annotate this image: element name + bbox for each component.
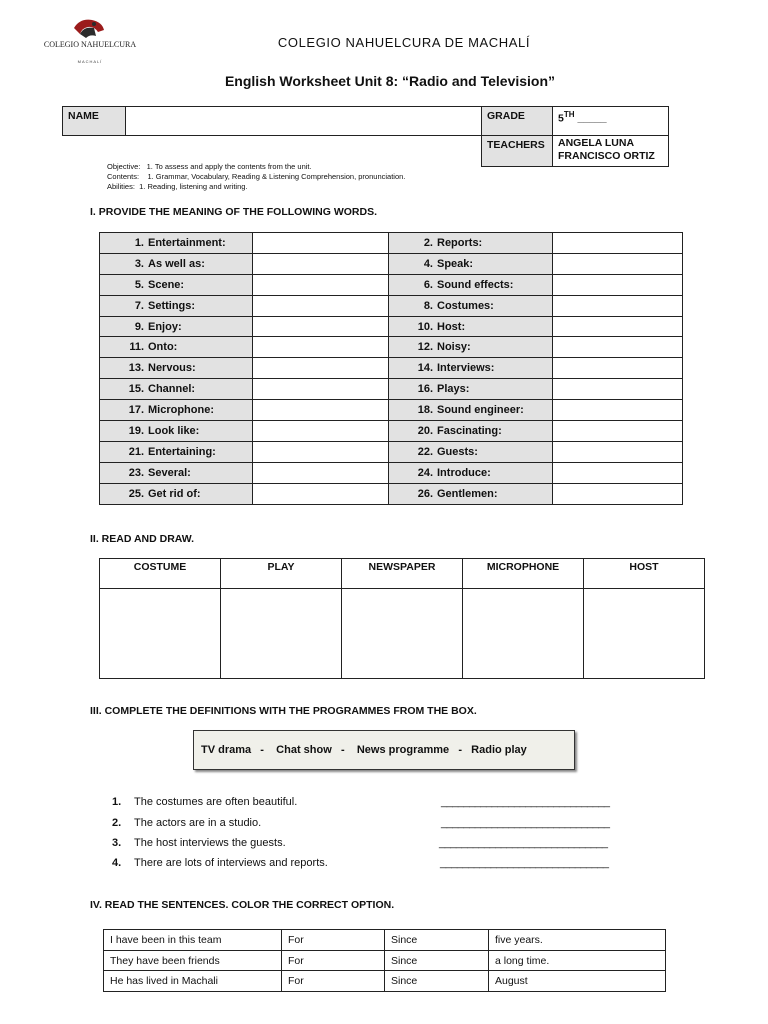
vocab-answer-left[interactable] bbox=[253, 400, 389, 421]
vocab-answer-right[interactable] bbox=[553, 274, 683, 295]
vocab-answer-right[interactable] bbox=[553, 295, 683, 316]
option-for[interactable]: For bbox=[282, 950, 385, 971]
definition-1: 1. The costumes are often beautiful. bbox=[112, 796, 298, 808]
answer-blank-1[interactable]: ______________________________ bbox=[441, 796, 610, 808]
vocab-answer-right[interactable] bbox=[553, 233, 683, 254]
color-sentence: He has lived in Machali bbox=[104, 971, 282, 992]
worksheet-title: English Worksheet Unit 8: “Radio and Television” bbox=[224, 73, 556, 89]
vocab-answer-left[interactable] bbox=[253, 253, 389, 274]
vocab-answer-right[interactable] bbox=[553, 462, 683, 483]
option-since[interactable]: Since bbox=[385, 930, 489, 951]
color-sentence-end: August bbox=[489, 971, 666, 992]
vocab-word-right: 26. Gentlemen: bbox=[389, 483, 553, 504]
vocab-word-left: 5. Scene: bbox=[100, 274, 253, 295]
teachers-value bbox=[553, 136, 669, 167]
school-name: COLEGIO NAHUELCURA DE MACHALÍ bbox=[277, 35, 531, 50]
color-row bbox=[104, 971, 666, 992]
vocab-row bbox=[100, 379, 683, 400]
student-info-table bbox=[62, 106, 669, 167]
vocab-answer-left[interactable] bbox=[253, 358, 389, 379]
vocab-answer-left[interactable] bbox=[253, 233, 389, 254]
draw-header-costume: COSTUME bbox=[100, 559, 221, 589]
vocab-answer-left[interactable] bbox=[253, 295, 389, 316]
programmes-box bbox=[193, 730, 575, 770]
vocab-row bbox=[100, 441, 683, 462]
vocab-word-right: 18. Sound engineer: bbox=[389, 400, 553, 421]
draw-cell-newspaper[interactable] bbox=[342, 589, 463, 679]
vocab-answer-right[interactable] bbox=[553, 400, 683, 421]
draw-header-microphone: MICROPHONE bbox=[463, 559, 584, 589]
vocab-word-right: 20. Fascinating: bbox=[389, 421, 553, 442]
vocab-row bbox=[100, 400, 683, 421]
color-sentence-end: five years. bbox=[489, 930, 666, 951]
vocab-answer-right[interactable] bbox=[553, 253, 683, 274]
vocab-word-left: 23. Several: bbox=[100, 462, 253, 483]
objective-label: Objective: bbox=[107, 162, 141, 171]
vocab-answer-right[interactable] bbox=[553, 316, 683, 337]
vocab-answer-left[interactable] bbox=[253, 337, 389, 358]
vocab-word-left: 17. Microphone: bbox=[100, 400, 253, 421]
color-row bbox=[104, 930, 666, 951]
vocab-word-right: 12. Noisy: bbox=[389, 337, 553, 358]
color-sentence: They have been friends bbox=[104, 950, 282, 971]
logo-text-1: COLEGIO NAHUELCURA bbox=[43, 40, 137, 49]
answer-blank-2[interactable]: ______________________________ bbox=[441, 817, 610, 829]
color-sentence-end: a long time. bbox=[489, 950, 666, 971]
vocab-answer-right[interactable] bbox=[553, 483, 683, 504]
vocab-answer-right[interactable] bbox=[553, 421, 683, 442]
draw-header-newspaper: NEWSPAPER bbox=[342, 559, 463, 589]
objective-text: 1. To assess and apply the contents from the unit. bbox=[146, 162, 312, 171]
vocab-word-left: 25. Get rid of: bbox=[100, 483, 253, 504]
vocab-answer-right[interactable] bbox=[553, 337, 683, 358]
vocab-row bbox=[100, 274, 683, 295]
vocab-word-right: 14. Interviews: bbox=[389, 358, 553, 379]
grade-value: 5TH _____ bbox=[553, 107, 669, 136]
vocab-answer-left[interactable] bbox=[253, 316, 389, 337]
draw-cell-microphone[interactable] bbox=[463, 589, 584, 679]
vocab-word-right: 22. Guests: bbox=[389, 441, 553, 462]
vocab-answer-left[interactable] bbox=[253, 379, 389, 400]
vocab-word-right: 24. Introduce: bbox=[389, 462, 553, 483]
option-for[interactable]: For bbox=[282, 930, 385, 951]
teachers-label: TEACHERS bbox=[482, 136, 553, 167]
vocab-word-left: 11. Onto: bbox=[100, 337, 253, 358]
option-for[interactable]: For bbox=[282, 971, 385, 992]
name-label: NAME bbox=[63, 107, 126, 136]
vocab-word-right: 8. Costumes: bbox=[389, 295, 553, 316]
contents-text: 1. Grammar, Vocabulary, Reading & Listening Comprehension, pronunciation. bbox=[147, 172, 406, 181]
worksheet-meta bbox=[107, 162, 405, 192]
vocab-word-left: 1. Entertainment: bbox=[100, 233, 253, 254]
programmes-list: TV drama - Chat show - News programme - Radio play bbox=[201, 744, 527, 756]
vocab-word-right: 2. Reports: bbox=[389, 233, 553, 254]
draw-table bbox=[99, 558, 705, 679]
color-option-table bbox=[103, 929, 666, 992]
vocab-row bbox=[100, 233, 683, 254]
vocab-row bbox=[100, 462, 683, 483]
option-since[interactable]: Since bbox=[385, 950, 489, 971]
section-3-heading: III. COMPLETE THE DEFINITIONS WITH THE PROGRAMMES FROM THE BOX. bbox=[90, 705, 477, 717]
vocab-row bbox=[100, 316, 683, 337]
vocab-answer-left[interactable] bbox=[253, 274, 389, 295]
vocab-word-right: 10. Host: bbox=[389, 316, 553, 337]
vocab-row bbox=[100, 358, 683, 379]
vocab-answer-right[interactable] bbox=[553, 379, 683, 400]
vocab-word-right: 4. Speak: bbox=[389, 253, 553, 274]
draw-cell-host[interactable] bbox=[584, 589, 705, 679]
draw-cell-costume[interactable] bbox=[100, 589, 221, 679]
vocab-answer-right[interactable] bbox=[553, 358, 683, 379]
vocab-word-right: 16. Plays: bbox=[389, 379, 553, 400]
name-field[interactable] bbox=[126, 107, 482, 136]
vocab-answer-left[interactable] bbox=[253, 462, 389, 483]
abilities-label: Abilities: bbox=[107, 182, 135, 191]
vocab-answer-right[interactable] bbox=[553, 441, 683, 462]
color-row bbox=[104, 950, 666, 971]
vocab-word-left: 21. Entertaining: bbox=[100, 441, 253, 462]
vocab-word-left: 15. Channel: bbox=[100, 379, 253, 400]
draw-header-host: HOST bbox=[584, 559, 705, 589]
vocab-answer-left[interactable] bbox=[253, 421, 389, 442]
vocab-row bbox=[100, 421, 683, 442]
section-2-heading: II. READ AND DRAW. bbox=[90, 533, 195, 545]
section-1-heading: I. PROVIDE THE MEANING OF THE FOLLOWING WORDS. bbox=[90, 206, 377, 218]
contents-label: Contents: bbox=[107, 172, 140, 181]
vocab-row bbox=[100, 253, 683, 274]
teacher-1: ANGELA LUNA bbox=[558, 137, 635, 149]
vocab-word-left: 19. Look like: bbox=[100, 421, 253, 442]
definition-3: 3. The host interviews the guests. bbox=[112, 837, 286, 849]
abilities-text: 1. Reading, listening and writing. bbox=[139, 182, 248, 191]
vocab-word-left: 3. As well as: bbox=[100, 253, 253, 274]
definition-2: 2. The actors are in a studio. bbox=[112, 817, 262, 829]
vocabulary-table bbox=[99, 232, 683, 505]
definition-4: 4. There are lots of interviews and reports. bbox=[112, 857, 328, 869]
vocab-word-right: 6. Sound effects: bbox=[389, 274, 553, 295]
vocab-answer-left[interactable] bbox=[253, 441, 389, 462]
logo-text-sub: MACHALÍ bbox=[77, 59, 103, 64]
vocab-row bbox=[100, 295, 683, 316]
vocab-word-left: 7. Settings: bbox=[100, 295, 253, 316]
grade-label: GRADE bbox=[482, 107, 553, 136]
vocab-row bbox=[100, 483, 683, 504]
vocab-row bbox=[100, 337, 683, 358]
draw-header-play: PLAY bbox=[221, 559, 342, 589]
section-4-heading: IV. READ THE SENTENCES. COLOR THE CORRECT OPTION. bbox=[90, 899, 395, 911]
answer-blank-3[interactable]: ______________________________ bbox=[439, 837, 608, 849]
teacher-2: FRANCISCO ORTIZ bbox=[558, 150, 655, 162]
vocab-word-left: 9. Enjoy: bbox=[100, 316, 253, 337]
draw-cell-play[interactable] bbox=[221, 589, 342, 679]
vocab-answer-left[interactable] bbox=[253, 483, 389, 504]
vocab-word-left: 13. Nervous: bbox=[100, 358, 253, 379]
option-since[interactable]: Since bbox=[385, 971, 489, 992]
answer-blank-4[interactable]: ______________________________ bbox=[440, 857, 609, 869]
color-sentence: I have been in this team bbox=[104, 930, 282, 951]
